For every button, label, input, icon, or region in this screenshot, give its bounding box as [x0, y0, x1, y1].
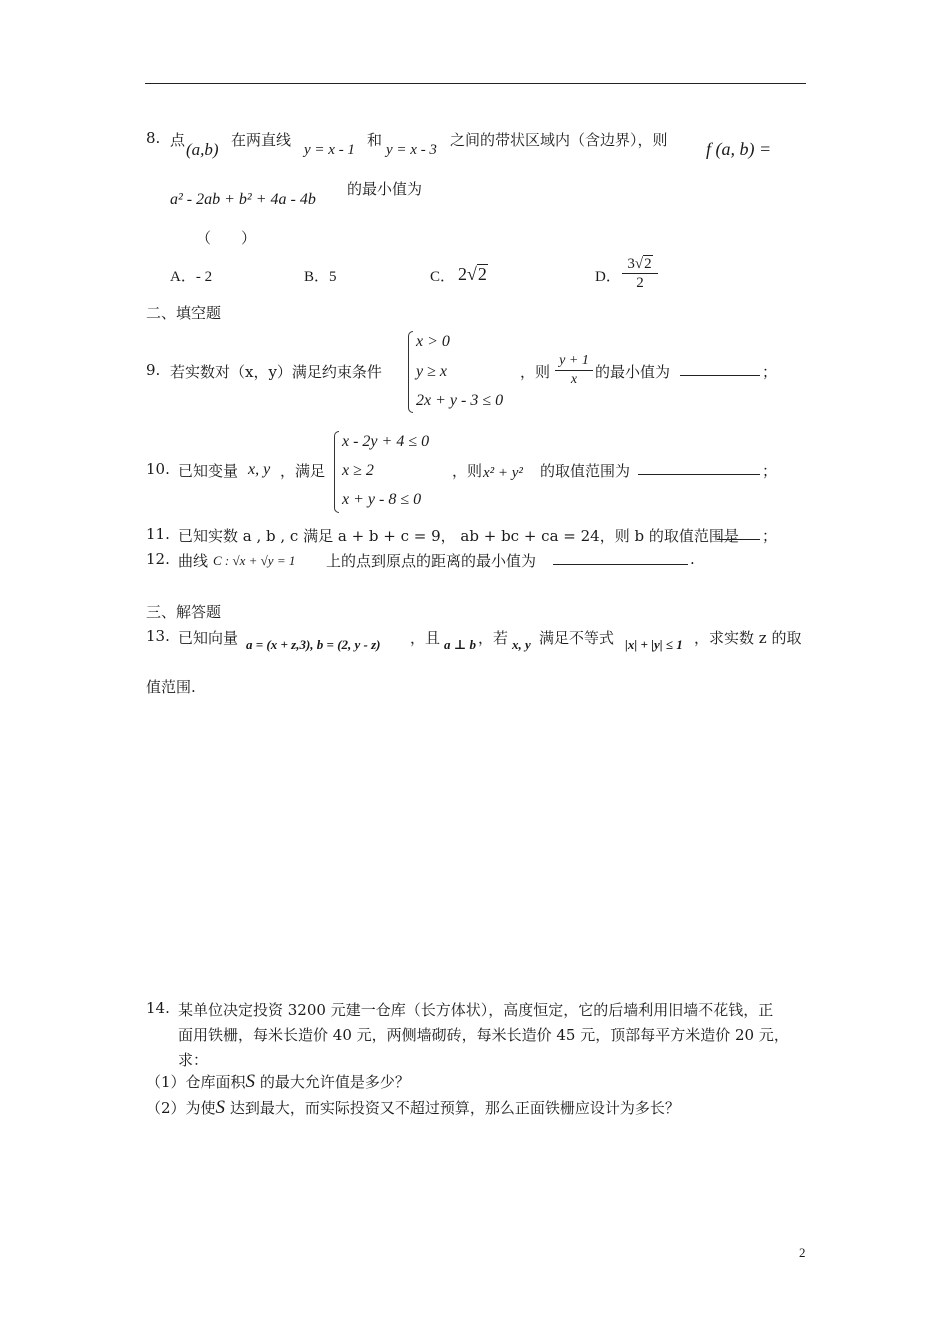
q8-expression: a² - 2ab + b² + 4a - 4b — [170, 191, 316, 208]
q8-line-1: y = x - 1 — [304, 142, 355, 158]
q10-text-2: ，满足 — [280, 462, 326, 480]
q10-answer-blank[interactable] — [638, 462, 760, 475]
q12-curve: C : √x + √y = 1 — [213, 553, 296, 568]
q14-part-2: （2）为使S 达到最大，而实际投资又不超过预算，那么正面铁栅应设计为多长？ — [146, 1097, 680, 1118]
q10-variables: x, y — [248, 461, 271, 478]
q9-text-1: 若实数对（x，y）满足约束条件 — [170, 363, 382, 381]
q8-option-a: A．- 2 — [170, 269, 213, 285]
q13-number: 13. — [146, 627, 170, 645]
page-number: 2 — [799, 1245, 806, 1260]
section-2-heading: 二、填空题 — [146, 304, 222, 322]
q12-text-1: 曲线 — [178, 552, 209, 570]
q9-constraint-2: y ≥ x — [416, 363, 447, 380]
q10-number: 10. — [146, 460, 170, 478]
q13-text-3: ，若 — [478, 629, 509, 647]
q13-text-1: 已知向量 — [178, 629, 239, 647]
q8-point: (a,b) — [186, 140, 219, 159]
q13-line-2: 值范围. — [146, 678, 196, 696]
q8-option-d-fraction: $\frac{3√2}{2}$ — [622, 255, 658, 292]
q12-answer-blank[interactable] — [553, 552, 688, 565]
q13-text-5: ，求实数 z 的取 — [694, 629, 802, 647]
q13-vectors: a = (x + z,3), b = (2, y - z) — [246, 637, 381, 652]
q8-function: f (a, b) = — [706, 139, 772, 159]
q11-number: 11. — [146, 525, 170, 543]
section-3-heading: 三、解答题 — [146, 603, 222, 621]
q14-part-1: （1）仓库面积S 的最大允许值是多少？ — [146, 1071, 410, 1092]
q9-constraint-3: 2x + y - 3 ≤ 0 — [416, 392, 504, 409]
q14-number: 14. — [146, 999, 170, 1017]
q8-option-d-label: D． — [595, 269, 621, 285]
q9-end: ； — [762, 363, 778, 381]
q10-text-3: ，则 — [452, 462, 483, 480]
q11-text: 已知实数 a , b , c 满足 a + b + c = 9， ab + bc + ca = 24，则 b 的取值范围是 — [178, 527, 739, 545]
q10-constraint-2: x ≥ 2 — [342, 462, 374, 479]
q9-fraction: $\frac{y + 1}{x}$ — [555, 352, 593, 389]
q8-number: 8. — [146, 129, 161, 147]
q9-text-2: ，则 — [520, 363, 551, 381]
q13-inequality: |x| + |y| ≤ 1 — [625, 637, 683, 652]
q8-line-2: y = x - 3 — [386, 142, 437, 158]
q13-perpendicular: a ⊥ b — [444, 637, 476, 652]
q8-text-4: 之间的带状区域内（含边界），则 — [450, 131, 668, 149]
q8-option-c: 2√2 — [458, 264, 487, 284]
q10-end: ； — [762, 462, 778, 480]
q9-brace — [408, 331, 413, 413]
q9-number: 9. — [146, 361, 161, 379]
q13-text-4: 满足不等式 — [539, 629, 615, 647]
q14-line-1: 某单位决定投资 3200 元建一仓库（长方体状），高度恒定，它的后墙利用旧墙不花钱，正 — [178, 1001, 774, 1019]
q8-text-1: 点 — [170, 131, 186, 149]
q8-option-b: B．5 — [304, 269, 337, 285]
q9-text-3: 的最小值为 — [595, 363, 671, 381]
q12-end: . — [690, 550, 695, 568]
q11-end: ； — [762, 527, 778, 545]
q8-text-2: 在两直线 — [231, 131, 292, 149]
q10-constraint-1: x - 2y + 4 ≤ 0 — [342, 433, 430, 450]
q10-constraint-3: x + y - 8 ≤ 0 — [342, 491, 422, 508]
q13-text-2: ，且 — [410, 629, 441, 647]
q12-text-2: 上的点到原点的距离的最小值为 — [326, 552, 537, 570]
q10-expression: x² + y² — [483, 465, 523, 481]
q10-text-1: 已知变量 — [178, 462, 239, 480]
q13-xy: x, y — [512, 637, 531, 652]
q12-number: 12. — [146, 550, 170, 568]
q8-text-5: 的最小值为 — [347, 180, 423, 198]
q10-text-4: 的取值范围为 — [540, 462, 631, 480]
q14-line-3: 求： — [178, 1051, 209, 1069]
q11-answer-blank[interactable] — [717, 527, 760, 540]
q10-brace — [334, 431, 339, 513]
header-rule — [145, 83, 806, 84]
q8-option-c-label: C． — [430, 269, 456, 285]
q9-answer-blank[interactable] — [680, 363, 760, 376]
q8-text-3: 和 — [367, 131, 383, 149]
q14-line-2: 面用铁栅，每米长造价 40 元，两侧墙砌砖，每米长造价 45 元，顶部每平方米造价 20 元， — [178, 1026, 789, 1044]
q8-answer-paren: （ ） — [196, 229, 257, 247]
q9-constraint-1: x > 0 — [416, 333, 450, 350]
